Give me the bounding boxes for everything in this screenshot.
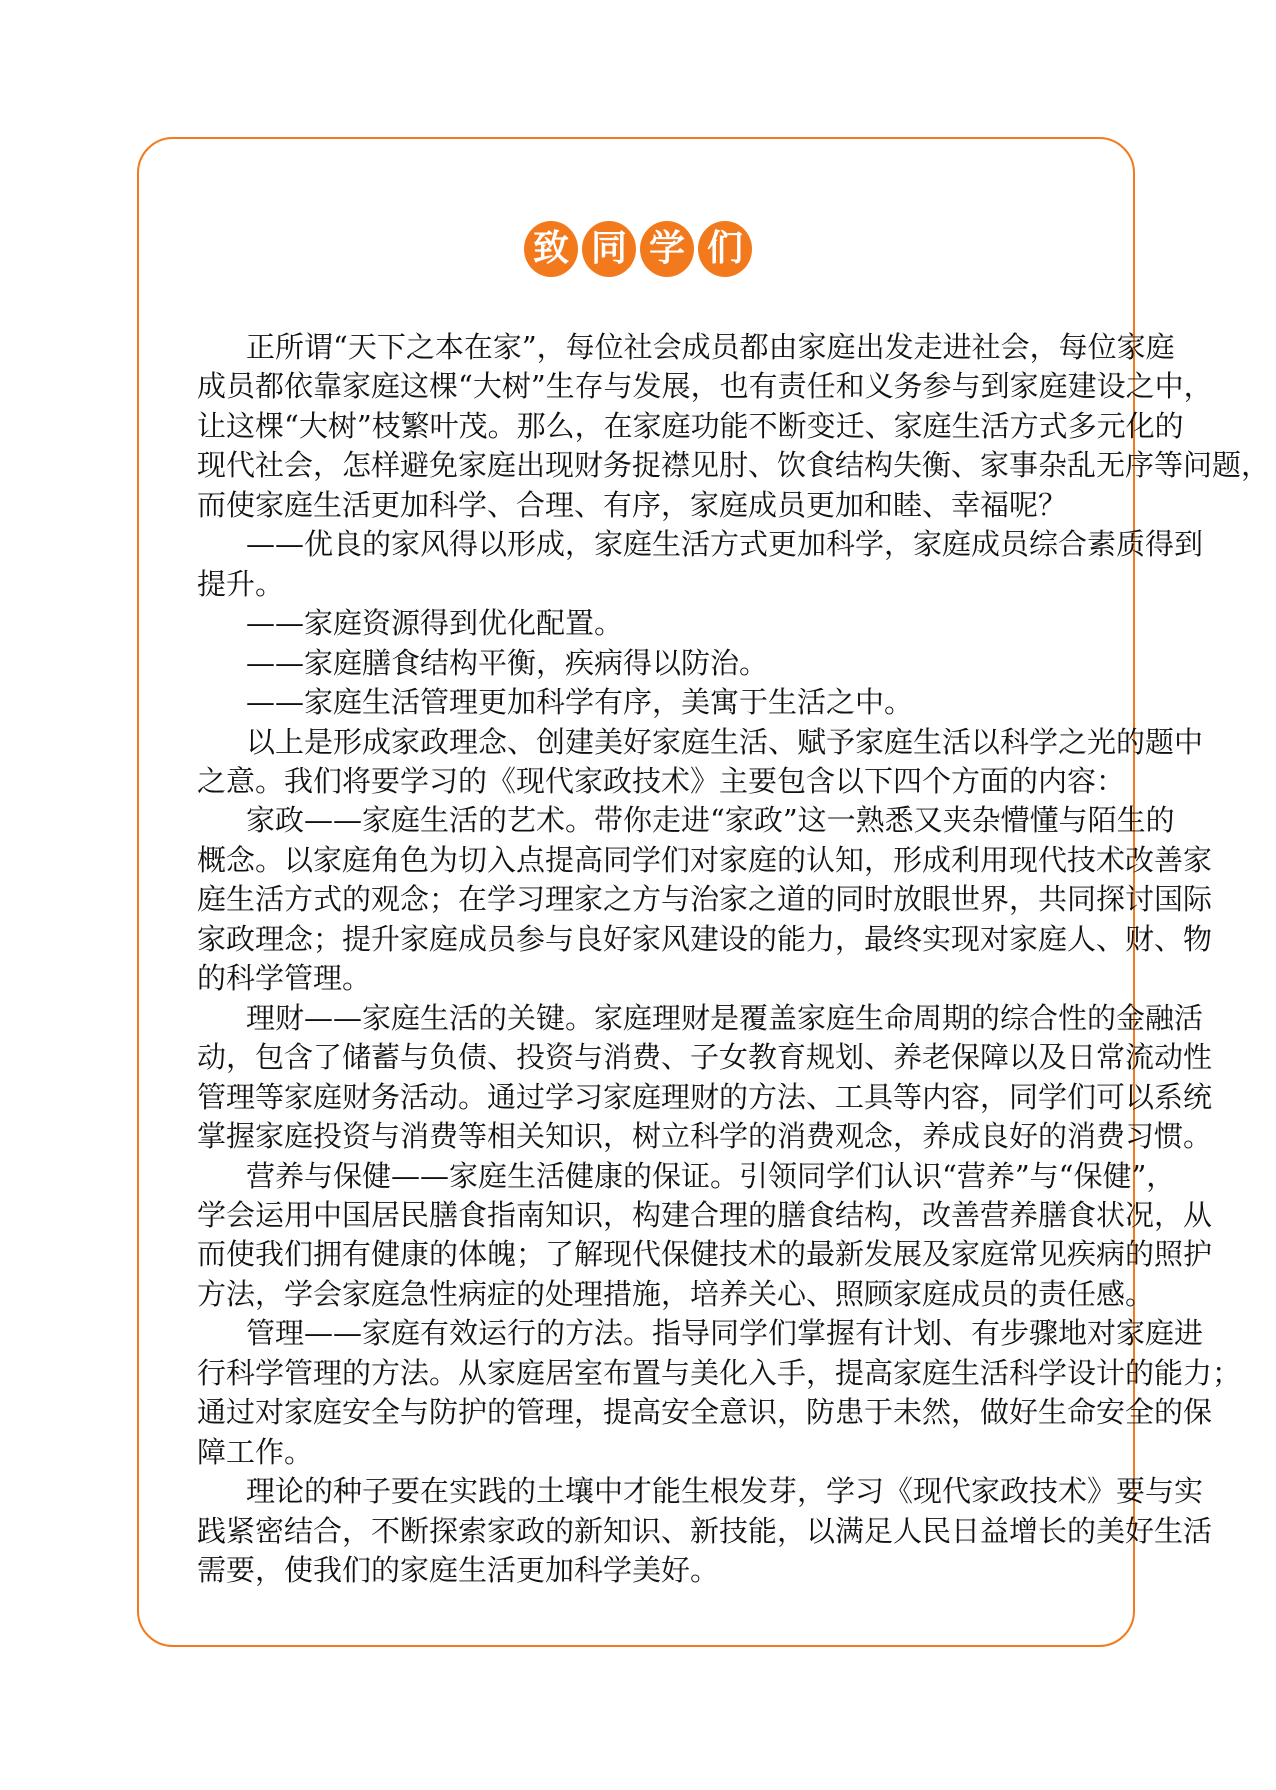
title-character-badge: 学	[640, 221, 694, 277]
paragraph-line: 方法，学会家庭急性病症的处理措施，培养关心、照顾家庭成员的责任感。	[197, 1276, 1155, 1311]
title-character-badge: 致	[524, 221, 578, 277]
paragraph-line: ——家庭膳食结构平衡，疾病得以防治。	[246, 645, 769, 680]
paragraph-line: 障工作。	[197, 1434, 314, 1469]
paragraph-line: 概念。以家庭角色为切入点提高同学们对家庭的认知，形成利用现代技术改善家	[197, 842, 1213, 877]
paragraph-line: 而使家庭生活更加科学、合理、有序，家庭成员更加和睦、幸福呢？	[197, 487, 1068, 522]
paragraph	[197, 604, 1079, 643]
paragraph-line: 践紧密结合，不断探索家政的新知识、新技能，以满足人民日益增长的美好生活	[197, 1513, 1213, 1548]
paragraph	[197, 801, 1213, 998]
paragraph-line: 提升。	[197, 566, 285, 601]
paragraph-line: 管理等家庭财务活动。通过学习家庭理财的方法、工具等内容，同学们可以系统	[197, 1079, 1213, 1114]
paragraph-line: 让这棵“大树”枝繁叶茂。那么，在家庭功能不断变迁、家庭生活方式多元化的	[197, 408, 1184, 443]
paragraph-line: 家政理念；提升家庭成员参与良好家风建设的能力，最终实现对家庭人、财、物	[197, 921, 1213, 956]
title-character-badge: 们	[698, 221, 752, 277]
paragraph	[197, 525, 1204, 604]
paragraph-line: 通过对家庭安全与防护的管理，提高安全意识，防患于未然，做好生命安全的保	[197, 1395, 1213, 1430]
paragraph-line: 家政——家庭生活的艺术。带你走进“家政”这一熟悉又夹杂懵懂与陌生的	[246, 803, 1175, 838]
paragraph	[197, 723, 1204, 802]
paragraph	[197, 644, 1079, 683]
paragraph-line: 学会运用中国居民膳食指南知识，构建合理的膳食结构，改善营养膳食状况，从	[197, 1197, 1213, 1232]
paragraph-line: 成员都依靠家庭这棵“大树”生存与发展，也有责任和义务参与到家庭建设之中，	[197, 369, 1213, 404]
paragraph-line: 之意。我们将要学习的《现代家政技术》主要包含以下四个方面的内容：	[197, 763, 1126, 798]
paragraph-line: ——优良的家风得以形成，家庭生活方式更加科学，家庭成员综合素质得到	[246, 527, 1204, 562]
paragraph-line: 而使我们拥有健康的体魄；了解现代保健技术的最新发展及家庭常见疾病的照护	[197, 1237, 1213, 1272]
paragraph	[197, 328, 1271, 525]
paragraph	[197, 999, 1213, 1157]
paragraph-line: 营养与保健——家庭生活健康的保证。引领同学们认识“营养”与“保健”，	[246, 1158, 1176, 1193]
paragraph-line: 正所谓“天下之本在家”，每位社会成员都由家庭出发走进社会，每位家庭	[246, 330, 1175, 364]
page-title	[0, 221, 1276, 277]
paragraph-line: 管理——家庭有效运行的方法。指导同学们掌握有计划、有步骤地对家庭进	[246, 1316, 1204, 1351]
paragraph-line: 的科学管理。	[197, 961, 372, 996]
paragraph-line: 掌握家庭投资与消费等相关知识，树立科学的消费观念，养成良好的消费习惯。	[197, 1119, 1213, 1154]
paragraph-line: ——家庭生活管理更加科学有序，美寓于生活之中。	[246, 685, 914, 720]
paragraph-line: 理财——家庭生活的关键。家庭理财是覆盖家庭生命周期的综合性的金融活	[246, 1000, 1204, 1035]
paragraph-line: 动，包含了储蓄与负债、投资与消费、子女教育规划、养老保障以及日常流动性	[197, 1040, 1213, 1075]
paragraph	[197, 1157, 1213, 1315]
paragraph-line: ——家庭资源得到优化配置。	[246, 606, 624, 641]
title-character-badge: 同	[582, 221, 636, 277]
paragraph	[197, 1314, 1242, 1472]
paragraph-line: 理论的种子要在实践的土壤中才能生根发芽，学习《现代家政技术》要与实	[246, 1474, 1204, 1509]
paragraph-line: 庭生活方式的观念；在学习理家之方与治家之道的同时放眼世界，共同探讨国际	[197, 882, 1213, 917]
letter-body	[197, 328, 1271, 1591]
paragraph	[197, 1472, 1213, 1590]
paragraph	[197, 683, 1079, 722]
paragraph-line: 行科学管理的方法。从家庭居室布置与美化入手，提高家庭生活科学设计的能力；	[197, 1355, 1242, 1390]
paragraph-line: 现代社会，怎样避免家庭出现财务捉襟见肘、饮食结构失衡、家事杂乱无序等问题，	[197, 448, 1271, 483]
paragraph-line: 需要，使我们的家庭生活更加科学美好。	[197, 1553, 720, 1588]
paragraph-line: 以上是形成家政理念、创建美好家庭生活、赋予家庭生活以科学之光的题中	[246, 724, 1204, 759]
